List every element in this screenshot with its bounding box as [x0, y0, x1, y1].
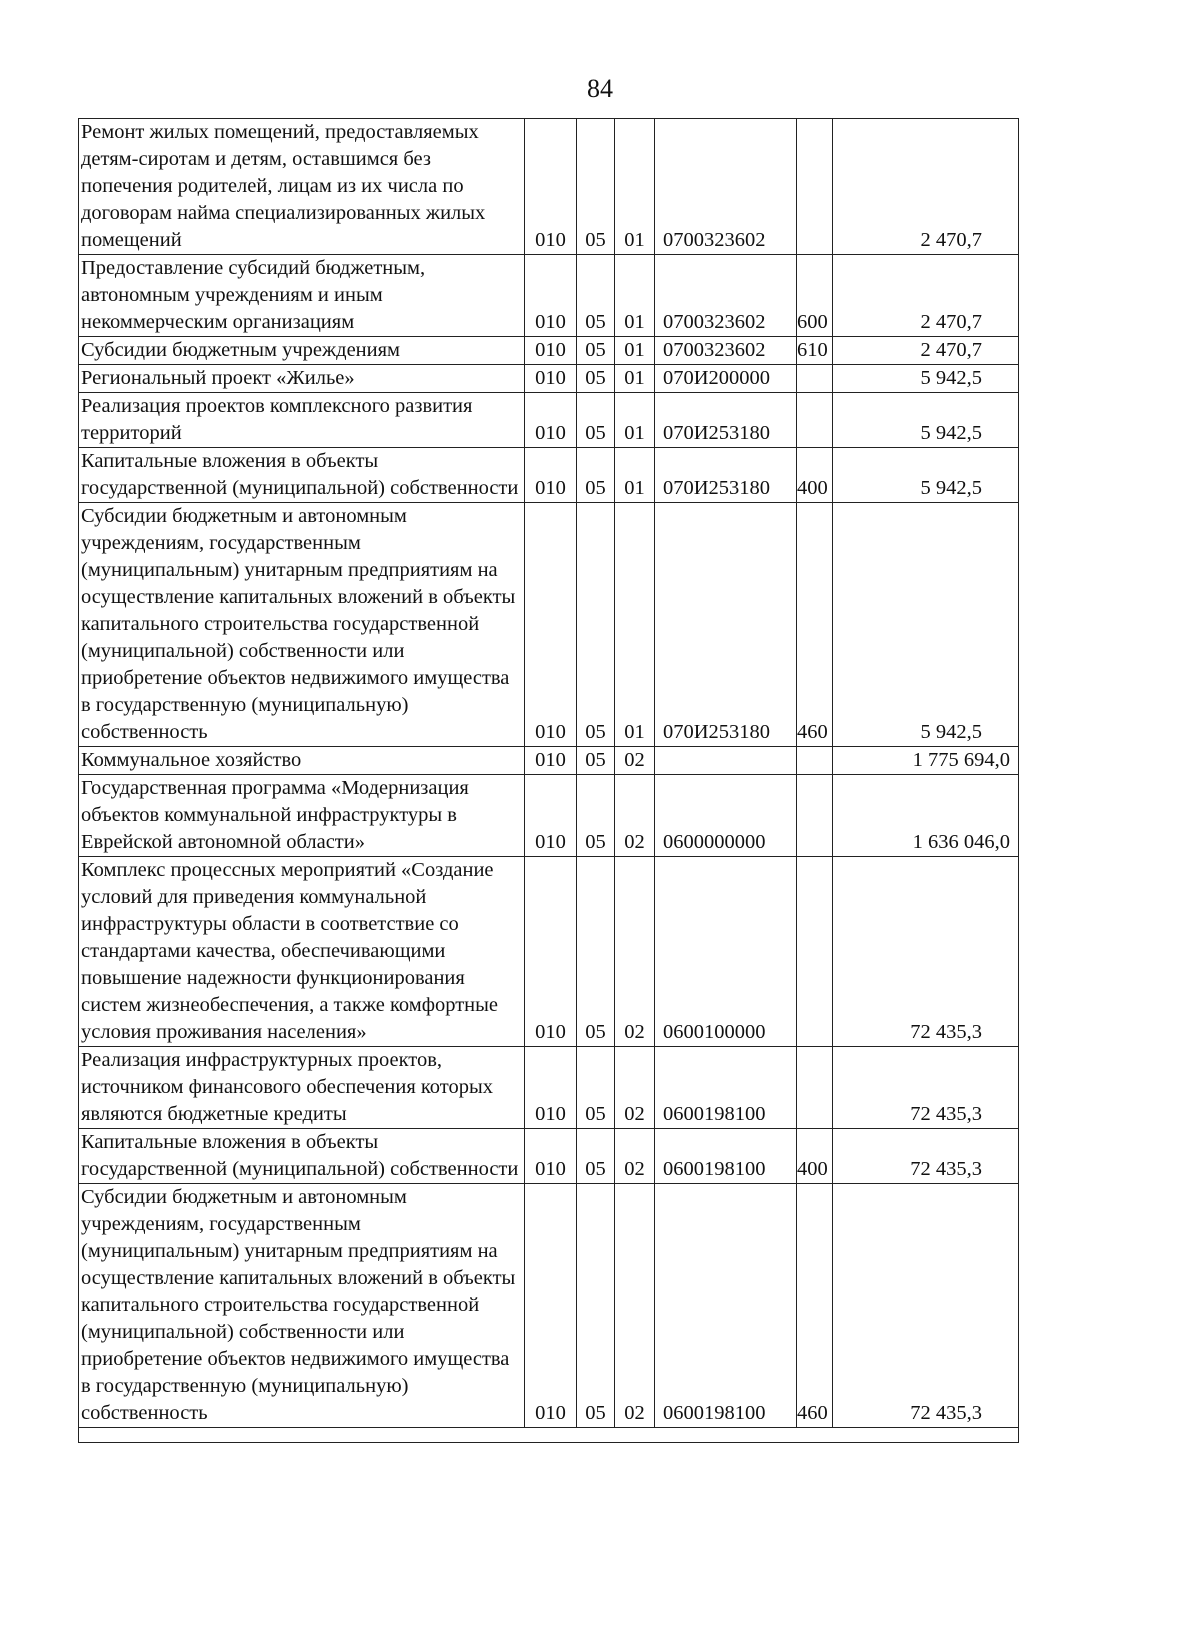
row-name: Реализация инфраструктурных проектов, источником финансового обеспечения которых являются бюджетные кредиты: [79, 1047, 525, 1129]
ministry-code: 010: [525, 1129, 577, 1184]
table-bottom-spacer-cell: [79, 1428, 1019, 1443]
table-row: [79, 1047, 1019, 1129]
amount: 5 942,5: [833, 393, 1019, 448]
amount: 2 470,7: [833, 255, 1019, 337]
target-article-code: 070И253180: [655, 503, 797, 747]
page-number: 84: [587, 74, 613, 103]
expense-type-code: [797, 119, 833, 255]
table-row: [79, 448, 1019, 503]
expense-type-code: 400: [797, 1129, 833, 1184]
amount: 5 942,5: [833, 503, 1019, 747]
ministry-code: 010: [525, 337, 577, 365]
target-article-code: 0700323602: [655, 255, 797, 337]
target-article-code: 070И200000: [655, 365, 797, 393]
amount: 2 470,7: [833, 119, 1019, 255]
table-row: [79, 1129, 1019, 1184]
amount: 72 435,3: [833, 1129, 1019, 1184]
subsection-code: 01: [615, 503, 655, 747]
subsection-code: 01: [615, 337, 655, 365]
section-code: 05: [577, 747, 615, 775]
subsection-code: 01: [615, 119, 655, 255]
table-row: [79, 503, 1019, 747]
ministry-code: 010: [525, 747, 577, 775]
row-name: Комплекс процессных мероприятий «Создание условий для приведения коммунальной инфраструктуры области в соответствие со стандартами качества, обеспечивающими повышение надежности функционирования систем жизнеобеспечения, а также комфортные условия проживания населения»: [79, 857, 525, 1047]
row-name: Субсидии бюджетным учреждениям: [79, 337, 525, 365]
subsection-code: 02: [615, 1129, 655, 1184]
ministry-code: 010: [525, 1047, 577, 1129]
table-row: [79, 393, 1019, 448]
table-row: [79, 119, 1019, 255]
target-article-code: 0700323602: [655, 119, 797, 255]
expense-type-code: [797, 1047, 833, 1129]
table-row: [79, 337, 1019, 365]
amount: 1 775 694,0: [833, 747, 1019, 775]
section-code: 05: [577, 393, 615, 448]
row-name: Реализация проектов комплексного развития территорий: [79, 393, 525, 448]
target-article-code: 0600198100: [655, 1129, 797, 1184]
budget-table: [78, 118, 1019, 1443]
section-code: 05: [577, 775, 615, 857]
ministry-code: 010: [525, 393, 577, 448]
row-name: Ремонт жилых помещений, предоставляемых детям-сиротам и детям, оставшимся без попечения родителей, лицам из их числа по договорам найма специализированных жилых помещений: [79, 119, 525, 255]
target-article-code: 0600198100: [655, 1047, 797, 1129]
table-row: [79, 365, 1019, 393]
subsection-code: 01: [615, 365, 655, 393]
expense-type-code: [797, 747, 833, 775]
section-code: 05: [577, 1047, 615, 1129]
target-article-code: 0600198100: [655, 1184, 797, 1428]
row-name: Предоставление субсидий бюджетным, автономным учреждениям и иным некоммерческим организациям: [79, 255, 525, 337]
table-row: [79, 857, 1019, 1047]
ministry-code: 010: [525, 365, 577, 393]
expense-type-code: [797, 857, 833, 1047]
subsection-code: 02: [615, 1047, 655, 1129]
ministry-code: 010: [525, 255, 577, 337]
expense-type-code: 460: [797, 1184, 833, 1428]
table-bottom-spacer: [79, 1428, 1019, 1443]
subsection-code: 02: [615, 1184, 655, 1428]
section-code: 05: [577, 857, 615, 1047]
section-code: 05: [577, 365, 615, 393]
subsection-code: 02: [615, 747, 655, 775]
row-name: Региональный проект «Жилье»: [79, 365, 525, 393]
amount: 5 942,5: [833, 365, 1019, 393]
subsection-code: 01: [615, 448, 655, 503]
row-name: Коммунальное хозяйство: [79, 747, 525, 775]
row-name: Субсидии бюджетным и автономным учреждениям, государственным (муниципальным) унитарным предприятиям на осуществление капитальных вложений в объекты капитального строительства государственной (муниципальной) собственности или приобретение объектов недвижимого имущества в государственную (муниципальную) собственность: [79, 1184, 525, 1428]
expense-type-code: [797, 775, 833, 857]
target-article-code: 070И253180: [655, 393, 797, 448]
amount: 2 470,7: [833, 337, 1019, 365]
target-article-code: 070И253180: [655, 448, 797, 503]
ministry-code: 010: [525, 775, 577, 857]
row-name: Субсидии бюджетным и автономным учреждениям, государственным (муниципальным) унитарным предприятиям на осуществление капитальных вложений в объекты капитального строительства государственной (муниципальной) собственности или приобретение объектов недвижимого имущества в государственную (муниципальную) собственность: [79, 503, 525, 747]
amount: 5 942,5: [833, 448, 1019, 503]
section-code: 05: [577, 337, 615, 365]
table-row: [79, 775, 1019, 857]
target-article-code: [655, 747, 797, 775]
table-row: [79, 255, 1019, 337]
ministry-code: 010: [525, 503, 577, 747]
section-code: 05: [577, 448, 615, 503]
subsection-code: 01: [615, 393, 655, 448]
ministry-code: 010: [525, 857, 577, 1047]
row-name: Капитальные вложения в объекты государственной (муниципальной) собственности: [79, 448, 525, 503]
section-code: 05: [577, 503, 615, 747]
amount: 1 636 046,0: [833, 775, 1019, 857]
row-name: Государственная программа «Модернизация объектов коммунальной инфраструктуры в Еврейской автономной области»: [79, 775, 525, 857]
target-article-code: 0700323602: [655, 337, 797, 365]
table-row: [79, 747, 1019, 775]
expense-type-code: 400: [797, 448, 833, 503]
ministry-code: 010: [525, 448, 577, 503]
amount: 72 435,3: [833, 1184, 1019, 1428]
section-code: 05: [577, 255, 615, 337]
section-code: 05: [577, 119, 615, 255]
expense-type-code: [797, 365, 833, 393]
section-code: 05: [577, 1129, 615, 1184]
ministry-code: 010: [525, 1184, 577, 1428]
table-row: [79, 1184, 1019, 1428]
row-name: Капитальные вложения в объекты государственной (муниципальной) собственности: [79, 1129, 525, 1184]
subsection-code: 02: [615, 857, 655, 1047]
expense-type-code: 600: [797, 255, 833, 337]
amount: 72 435,3: [833, 857, 1019, 1047]
amount: 72 435,3: [833, 1047, 1019, 1129]
expense-type-code: [797, 393, 833, 448]
target-article-code: 0600000000: [655, 775, 797, 857]
subsection-code: 01: [615, 255, 655, 337]
ministry-code: 010: [525, 119, 577, 255]
expense-type-code: 460: [797, 503, 833, 747]
target-article-code: 0600100000: [655, 857, 797, 1047]
expense-type-code: 610: [797, 337, 833, 365]
section-code: 05: [577, 1184, 615, 1428]
subsection-code: 02: [615, 775, 655, 857]
